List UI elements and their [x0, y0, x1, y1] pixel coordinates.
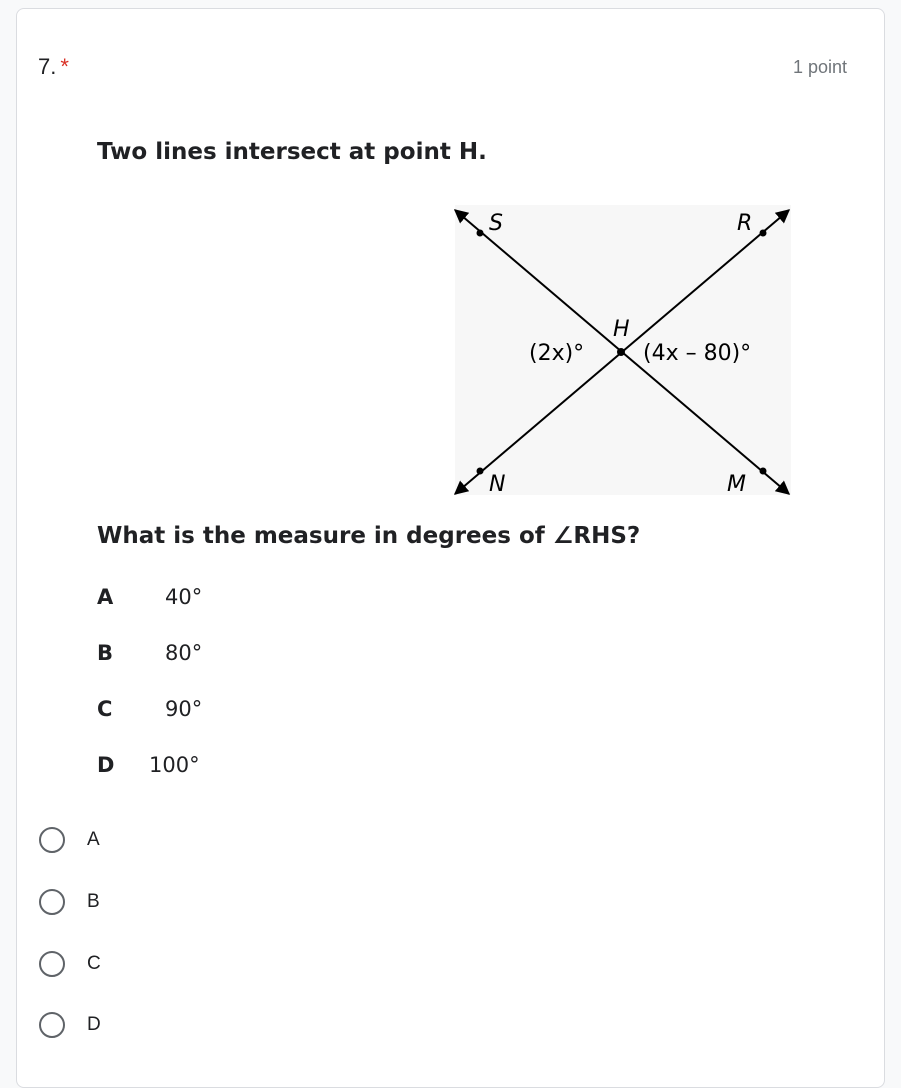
required-asterisk: * — [60, 54, 69, 79]
radio-button[interactable] — [39, 889, 65, 915]
question-number — [38, 53, 69, 81]
option-label: C — [87, 953, 101, 974]
radio-button[interactable] — [39, 951, 65, 977]
option-b[interactable] — [39, 885, 100, 919]
label-h: H — [613, 317, 630, 342]
radio-button[interactable] — [39, 1012, 65, 1038]
point-s-dot — [477, 230, 484, 237]
choice-letter: D — [97, 753, 115, 777]
label-s: S — [489, 211, 503, 236]
question-card — [16, 8, 885, 1088]
label-left-angle: (2x)° — [529, 341, 585, 366]
option-d[interactable] — [39, 1008, 101, 1042]
question-stem-text: Two lines intersect at point H. — [97, 139, 487, 165]
option-c[interactable] — [39, 947, 101, 981]
point-h-dot — [617, 348, 625, 356]
choice-value: 90° — [165, 697, 203, 721]
choice-value: 40° — [165, 585, 203, 609]
point-n-dot — [477, 468, 484, 475]
label-m: M — [727, 472, 746, 497]
choice-letter: B — [97, 641, 114, 665]
option-a[interactable] — [39, 823, 100, 857]
intersecting-lines-diagram — [97, 127, 797, 507]
option-label: D — [87, 1014, 101, 1035]
option-label: B — [87, 891, 100, 912]
choice-value: 100° — [149, 753, 200, 777]
question-prompt — [97, 523, 640, 549]
label-r: R — [737, 211, 753, 236]
label-n: N — [489, 472, 506, 497]
radio-button[interactable] — [39, 827, 65, 853]
points-label: 1 point — [792, 57, 847, 77]
question-prompt-text: What is the measure in degrees of ∠RHS? — [97, 523, 641, 549]
question-number-text: 7. — [38, 54, 57, 79]
label-right-angle: (4x – 80)° — [643, 341, 752, 366]
point-m-dot — [760, 468, 767, 475]
point-r-dot — [760, 230, 767, 237]
question-image — [97, 127, 797, 787]
choice-value: 80° — [165, 641, 203, 665]
option-label: A — [87, 829, 100, 850]
choice-letter: A — [97, 585, 114, 609]
choice-letter: C — [97, 697, 113, 721]
